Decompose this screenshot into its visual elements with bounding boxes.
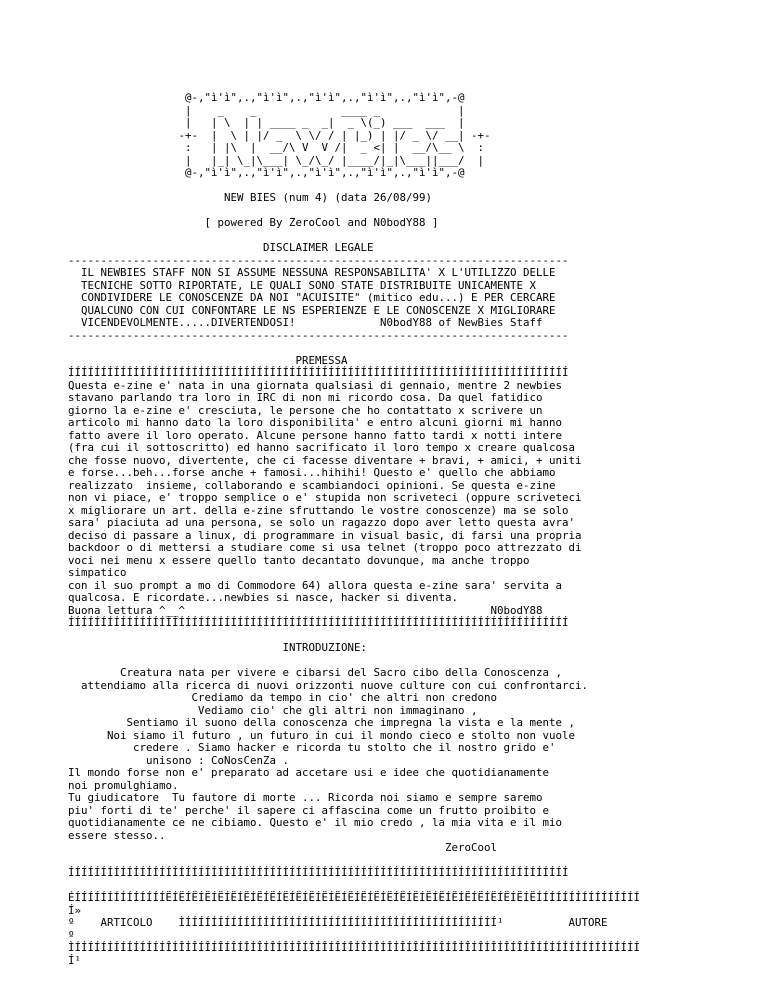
text-line: Noi siamo il futuro , un futuro in cui il mondo cieco e stolto non vuole [68, 728, 576, 742]
text-line: essere stesso.. [68, 828, 166, 842]
text-line: Sentiamo il suono della conoscenza che impregna la vista e la mente , [68, 716, 576, 729]
text-line: ÍÍÍÍÍÍÍÍÍÍÍÍÍÍÍÍÍÍÍÍÍÍÍÍÍÍÍÍÍÍÍÍÍÍÍÍÍÍÍÍÍÍÍÍÍÍÍÍÍÍÍÍÍÍÍÍÍÍÍÍÍÍÍÍÍÍÍÍÍÍÍÍÍÍÍÍÍ [68, 366, 569, 379]
text-line: ÉÍÍÍÍÍÍÍÍÍÍÍÍÍÍËÍËÍËÍËÍËÍËÍËÍËÍËÍËÍËÍËÍËÍËÍËÍËÍËÍËÍËÍËÍËÍËÍËÍËÍËÍËÍËÍËÍËÍÍÍÍÍÍÍÍÍÍÍÍÍÍÍÍ [68, 891, 641, 904]
text-line: ----------------------------------------------------------------------------- [68, 253, 569, 267]
text-line: stavano parlando tra loro in IRC di non mi ricordo cosa. Da quel fatidico [68, 391, 543, 404]
text-line: articolo mi hanno dato la loro disponibilita' e entro alcuni giorni mi hanno [68, 416, 563, 429]
text-line: @-,"ì'ì",.,"ì'ì",.,"ì'ì",.,"ì'ì",.,"ì'ì",-@ [68, 91, 465, 104]
text-line: deciso di passare a linux, di programmare in visual basic, di farsi una propria [68, 528, 582, 542]
text-line: giorno la e-zine e' cresciuta, le persone che ho contattato x scrivere un [68, 403, 543, 417]
ezine-text-body [68, 92, 640, 967]
text-line: PREMESSA [68, 353, 348, 367]
text-line: Il mondo forse non e' preparato ad accetare usi e idee che quotidianamente [68, 766, 550, 779]
text-line: realizzato insieme, collaborando e scambiandoci opinioni. Se questa e-zine [68, 478, 556, 492]
text-line: Creatura nata per vivere e cibarsi del Sacro cibo della Conoscenza , [68, 666, 563, 679]
text-line: credere . Siamo hacker e ricorda tu stolto che il nostro grido e' [68, 741, 556, 754]
text-line: @-,"ì'ì",.,"ì'ì",.,"ì'ì",.,"ì'ì",.,"ì'ì",-@ [68, 166, 465, 179]
text-line: sara' piaciuta ad una persona, se solo un ragazzo dopo aver letto questa avra' [68, 516, 576, 529]
text-line: | _ _ ____ _ | [68, 103, 465, 117]
text-line: ZeroCool [68, 841, 498, 854]
text-line: ÍÍÍÍÍÍÍÍÍÍÍÍÍÍÍÍÍÍÍÍÍÍÍÍÍÍÍÍÍÍÍÍÍÍÍÍÍÍÍÍÍÍÍÍÍÍÍÍÍÍÍÍÍÍÍÍÍÍÍÍÍÍÍÍÍÍÍÍÍÍÍÍÍÍÍÍÍ [68, 616, 569, 629]
text-line: ----------------------------------------------------------------------------- [68, 328, 569, 342]
text-line: TECNICHE SOTTO RIPORTATE, LE QUALI SONO STATE DISTRIBUITE UNICAMENTE X [68, 278, 537, 292]
text-line: con il suo prompt a mo di Commodore 64) allora questa e-zine sara' servita a [68, 578, 563, 592]
text-line: backdoor o di mettersi a studiare come si usa telnet (troppo poco attrezzato di [68, 541, 582, 554]
text-line: piu' forti di te' perche' il sapere ci affascina come un frutto proibito e [68, 803, 550, 817]
text-line: | |_| \_|\___| \_/\_/ |____/|_|\___||___/ | [68, 153, 485, 167]
text-line: qualcosa. E ricordate...newbies si nasce, hacker si diventa. [68, 591, 459, 604]
text-line: quotidianamente ce ne cibiamo. Questo e' il mio credo , la mia vita e il mio [68, 816, 563, 829]
text-line: Questa e-zine e' nata in una giornata qualsiasi di gennaio, mentre 2 newbies [68, 378, 563, 392]
text-line: IL NEWBIES STAFF NON SI ASSUME NESSUNA RESPONSABILITA' X L'UTILIZZO DELLE [68, 266, 556, 279]
text-line: : | |\ | __/\ V V /| _ <| | __/\__ \ : [68, 141, 485, 154]
text-line: noi promulghiamo. [68, 778, 179, 792]
text-line: INTRODUZIONE: [68, 641, 368, 654]
text-line: [ powered By ZeroCool and N0bodY88 ] [68, 216, 439, 229]
text-line: e forse...beh...forse anche + famosi...hihihi! Questo e' quello che abbiamo [68, 466, 556, 479]
text-line: QUALCUNO CON CUI CONFONTARE LE NS ESPERIENZE E LE CONOSCENZE X MIGLIORARE [68, 303, 556, 317]
text-line: Í» [68, 903, 82, 917]
text-line: Crediamo da tempo in cio' che altri non credono [68, 691, 498, 704]
text-line: º ARTICOLO ÌÍÍÍÍÍÍÍÍÍÍÍÍÍÍÍÍÍÍÍÍÍÍÍÍÍÍÍÍÍÍÍÍÍÍÍÍÍÍÍÍÍÍÍÍÍÍÍÍ¹ AUTORE [68, 916, 608, 929]
text-line: non vi piace, e' troppo semplice o e' stupida non scriveteci (oppure scriveteci [68, 491, 582, 504]
text-line: (fra cui il sottoscritto) ed hanno sacrificato il loro tempo x creare qualcosa [68, 441, 576, 454]
text-line: VICENDEVOLMENTE.....DIVERTENDOSI! N0bodY88 of NewBies Staff [68, 316, 543, 329]
text-line: Buona lettura ^__^ N0bodY88 [68, 603, 543, 617]
text-line: che fosse nuovo, divertente, che ci facesse diventare + bravi, + amici, + uniti [68, 453, 582, 467]
text-line: Tu giudicatore Tu fautore di morte ... Ricorda noi siamo e sempre saremo [68, 791, 543, 804]
text-line: fatto avere il loro operato. Alcune persone hanno fatto tardi x notti intere [68, 428, 563, 442]
text-line: NEW BIES (num 4) (data 26/08/99) [68, 191, 433, 204]
text-line: unisono : CoNosCenZa . [68, 753, 290, 767]
text-line: attendiamo alla ricerca di nuovi orizzonti nuove culture con cui confrontarci. [68, 678, 589, 692]
text-line: º [68, 928, 75, 942]
text-line: x migliorare un art. della e-zine sfruttando le vostre conoscenze) ma se solo [68, 503, 569, 517]
text-line: ÍÍÍÍÍÍÍÍÍÍÍÍÍÍÍÍÍÍÍÍÍÍÍÍÍÍÍÍÍÍÍÍÍÍÍÍÍÍÍÍÍÍÍÍÍÍÍÍÍÍÍÍÍÍÍÍÍÍÍÍÍÍÍÍÍÍÍÍÍÍÍÍÍÍÍÍÍ [68, 866, 569, 879]
text-line: Í¹ [68, 953, 82, 967]
text-line: ÌÍÍÍÍÍÍÍÍÍÍÍÍÍÍÎÍÎÍÎÍÎÍÎÍÎÍÎÍÎÍÎÍÎÍÎÍÎÍÎÍÎÍÎÍÎÍÎÍÎÍÎÍÎÍÎÍÎÍÎÍÎÍÎÍÎÍÎÍÎÍÎÍÍÍÍÍÍÍÍÍÍÍÍÍÍÍÍ [68, 941, 641, 954]
text-line: DISCLAIMER LEGALE [68, 241, 374, 254]
text-line: | | \ | | ____ _ _| _ \(_) ___ ___ | [68, 116, 465, 129]
text-line: simpatico [68, 566, 127, 579]
text-line: -+- | \ | |/ _ \ \/ / | |_) | |/ _ \/ __| -+- [68, 128, 491, 142]
text-line: CONDIVIDERE LE CONOSCENZE DA NOI "ACUISITE" (mitico edu...) E PER CERCARE [68, 291, 556, 304]
text-line: Vediamo cio' che gli altri non immaginano , [68, 703, 478, 717]
text-line: voci nei menu x essere quello tanto decantato dovunque, ma anche troppo [68, 553, 530, 567]
